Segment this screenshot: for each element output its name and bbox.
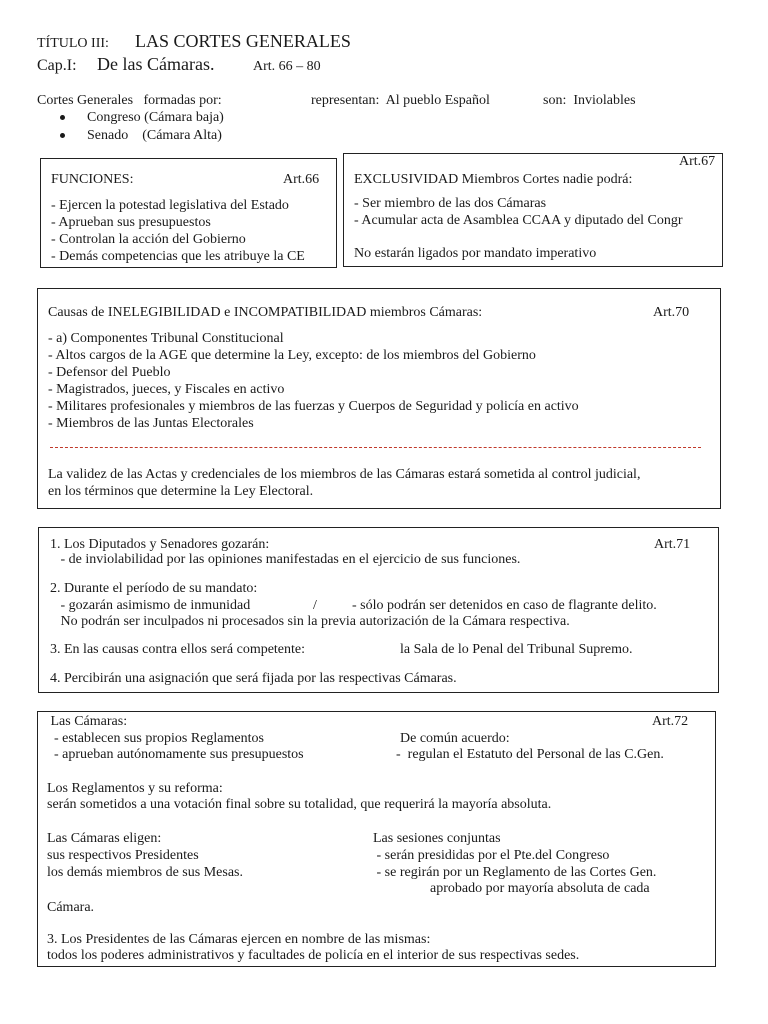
art72-title: Las Cámaras: <box>47 714 128 729</box>
inelegibilidad-item: - Magistrados, jueces, y Fiscales en activo <box>48 382 285 397</box>
art72-ses-2: - serán presididas por el Pte.del Congreso <box>373 848 610 863</box>
funciones-item: - Controlan la acción del Gobierno <box>51 232 246 247</box>
art71-slash: / <box>313 598 317 613</box>
inelegibilidad-item: - Altos cargos de la AGE que determine la Ley, excepto: de los miembros del Gobierno <box>48 348 536 363</box>
funciones-item: - Demás competencias que les atribuye la CE <box>51 249 305 264</box>
art71-p2-sub-b: - sólo podrán ser detenidos en caso de flagrante delito. <box>352 598 657 613</box>
art71-p1: 1. Los Diputados y Senadores gozarán: <box>50 537 270 552</box>
intro-formadas: Cortes Generales formadas por: <box>37 93 222 108</box>
art72-eligen-1: Las Cámaras eligen: <box>47 831 162 846</box>
funciones-item: - Aprueban sus presupuestos <box>51 215 211 230</box>
exclusividad-note: No estarán ligados por mandato imperativo <box>354 246 597 261</box>
inelegibilidad-item: - Militares profesionales y miembros de las fuerzas y Cuerpos de Seguridad y policía en activo <box>48 399 579 414</box>
exclusividad-item: - Ser miembro de las dos Cámaras <box>354 196 547 211</box>
art72-camara: Cámara. <box>47 900 95 915</box>
art71-p2: 2. Durante el período de su mandato: <box>50 581 258 596</box>
art71-p3-b: la Sala de lo Penal del Tribunal Supremo. <box>400 642 633 657</box>
cap-arts: Art. 66 – 80 <box>253 59 321 74</box>
art72-p3-1: 3. Los Presidentes de las Cámaras ejercen en nombre de las mismas: <box>47 932 431 947</box>
art72-reg-1: Los Reglamentos y su reforma: <box>47 781 223 796</box>
art72-l1-a: - establecen sus propios Reglamentos <box>47 731 264 746</box>
inelegibilidad-item: - Defensor del Pueblo <box>48 365 171 380</box>
art71-p4: 4. Percibirán una asignación que será fijada por las respectivas Cámaras. <box>50 671 457 686</box>
titulo-label: TÍTULO III: <box>37 36 109 51</box>
art72-l1-b: De común acuerdo: <box>400 731 510 746</box>
art71-p1-sub: - de inviolabilidad por las opiniones manifestadas en el ejercicio de sus funciones. <box>50 552 521 567</box>
art71-art: Art.71 <box>654 537 691 552</box>
inelegibilidad-item: - Miembros de las Juntas Electorales <box>48 416 254 431</box>
art72-p3-2: todos los poderes administrativos y facultades de policía en el interior de sus respectivas sedes. <box>47 948 580 963</box>
dashed-divider <box>50 447 701 448</box>
art72-l2-b: - regulan el Estatuto del Personal de las C.Gen. <box>396 747 664 762</box>
bullet-item: Congreso (Cámara baja) <box>60 110 224 126</box>
art72-ses-1: Las sesiones conjuntas <box>373 831 501 846</box>
funciones-item: - Ejercen la potestad legislativa del Estado <box>51 198 289 213</box>
cap-text: De las Cámaras. <box>97 54 215 74</box>
art72-ses-4: aprobado por mayoría absoluta de cada <box>430 881 650 896</box>
intro-representan: representan: Al pueblo Español <box>311 93 490 108</box>
exclusividad-art: Art.67 <box>679 154 716 169</box>
exclusividad-title: EXCLUSIVIDAD Miembros Cortes nadie podrá: <box>354 172 633 187</box>
art72-ses-3: - se regirán por un Reglamento de las Cortes Gen. <box>373 865 657 880</box>
exclusividad-item: - Acumular acta de Asamblea CCAA y diputado del Congr <box>354 213 683 228</box>
funciones-art: Art.66 <box>283 172 320 187</box>
art71-p2-sub-a: - gozarán asimismo de inmunidad <box>50 598 251 613</box>
art72-eligen-2: sus respectivos Presidentes <box>47 848 199 863</box>
bullet-icon <box>60 115 65 120</box>
inelegibilidad-footer: en los términos que determine la Ley Electoral. <box>48 484 314 499</box>
inelegibilidad-footer: La validez de las Actas y credenciales de los miembros de las Cámaras estará sometida al control judicial, <box>48 467 641 482</box>
art71-p3-a: 3. En las causas contra ellos será competente: <box>50 642 306 657</box>
art72-art: Art.72 <box>652 714 689 729</box>
titulo-text: LAS CORTES GENERALES <box>135 31 351 51</box>
cap-label: Cap.I: <box>37 57 77 74</box>
bullet-icon <box>60 133 65 138</box>
art71-p2-sub-c: No podrán ser inculpados ni procesados sin la previa autorización de la Cámara respectiva. <box>50 614 570 629</box>
art72-eligen-3: los demás miembros de sus Mesas. <box>47 865 243 880</box>
inelegibilidad-title: Causas de INELEGIBILIDAD e INCOMPATIBILIDAD miembros Cámaras: <box>48 305 483 320</box>
intro-son: son: Inviolables <box>543 93 636 108</box>
art72-reg-2: serán sometidos a una votación final sobre su totalidad, que requerirá la mayoría absoluta. <box>47 797 552 812</box>
bullet-item: Senado (Cámara Alta) <box>60 128 222 144</box>
art72-l2-a: - aprueban autónomamente sus presupuestos <box>47 747 304 762</box>
funciones-title: FUNCIONES: <box>51 172 134 187</box>
inelegibilidad-art: Art.70 <box>653 305 690 320</box>
inelegibilidad-item: - a) Componentes Tribunal Constitucional <box>48 331 284 346</box>
